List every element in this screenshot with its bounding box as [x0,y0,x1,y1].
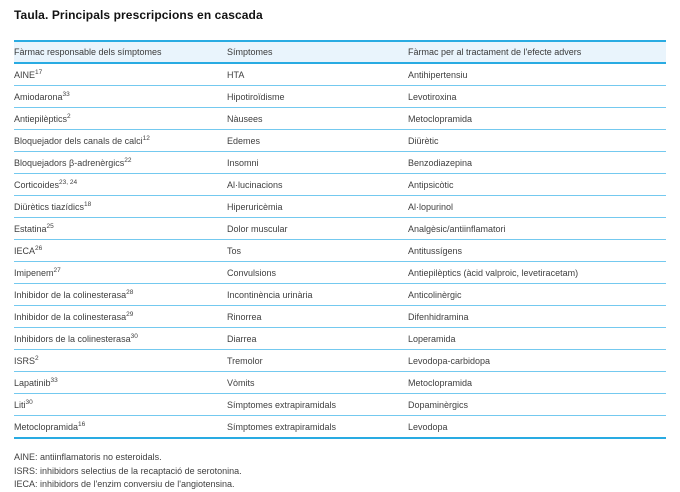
drug-name: AINE [14,70,36,80]
table-row [14,196,666,218]
drug-cell [14,240,227,262]
table-row [14,416,666,439]
table-header [14,41,666,63]
drug-name: Corticoides [14,180,60,190]
drug-name: Antiepilèptics [14,114,68,124]
table-row [14,328,666,350]
symptom-cell: Tos [227,240,408,262]
drug-name: Bloquejadors β-adrenèrgics [14,158,125,168]
column-header-treatment: Fàrmac per al tractament de l'efecte advers [408,41,666,63]
symptom-cell: HTA [227,63,408,86]
table-row [14,394,666,416]
treatment-cell: Levotiroxina [408,86,666,108]
treatment-cell: Difenhidramina [408,306,666,328]
symptom-cell: Dolor muscular [227,218,408,240]
treatment-cell: Levodopa-carbidopa [408,350,666,372]
treatment-cell: Anticolinèrgic [408,284,666,306]
symptom-cell: Símptomes extrapiramidals [227,416,408,439]
treatment-cell: Antitussígens [408,240,666,262]
drug-cell [14,174,227,196]
treatment-cell: Al·lopurinol [408,196,666,218]
drug-name: Inhibidor de la colinesterasa [14,312,127,322]
column-header-symptom: Símptomes [227,41,408,63]
table-body [14,63,666,438]
drug-cell [14,218,227,240]
drug-cell [14,108,227,130]
reference-superscript: 25 [46,223,54,230]
table-row [14,63,666,86]
drug-cell [14,372,227,394]
treatment-cell: Diürètic [408,130,666,152]
table-row [14,218,666,240]
symptom-cell: Hiperuricèmia [227,196,408,218]
table-header-row [14,41,666,63]
reference-superscript: 23, 24 [59,179,78,186]
drug-cell [14,394,227,416]
drug-name: Inhibidors de la colinesterasa [14,334,131,344]
footnote-line: IECA: inhibidors de l'enzim conversiu de l'angiotensina. [14,479,235,489]
treatment-cell: Dopaminèrgics [408,394,666,416]
reference-superscript: 2 [35,355,39,362]
drug-cell [14,152,227,174]
reference-superscript: 28 [126,289,134,296]
table-row [14,86,666,108]
treatment-cell: Benzodiazepina [408,152,666,174]
reference-superscript: 33 [62,91,70,98]
reference-superscript: 26 [35,245,43,252]
table-row [14,372,666,394]
table-row [14,284,666,306]
reference-superscript: 29 [126,311,134,318]
treatment-cell: Analgèsic/antiinflamatori [408,218,666,240]
symptom-cell: Al·lucinacions [227,174,408,196]
drug-name: Estatina [14,224,47,234]
treatment-cell: Antiepilèptics (àcid valproic, levetiracetam) [408,262,666,284]
symptom-cell: Nàusees [227,108,408,130]
treatment-cell: Metoclopramida [408,372,666,394]
symptom-cell: Hipotiroïdisme [227,86,408,108]
drug-name: Metoclopramida [14,422,79,432]
reference-superscript: 12 [142,135,150,142]
table-row [14,240,666,262]
footnotes [14,451,666,492]
prescriptions-table [14,40,666,439]
drug-name: Diürètics tiazídics [14,202,85,212]
reference-superscript: 16 [78,421,86,428]
table-row [14,350,666,372]
drug-name: Inhibidor de la colinesterasa [14,290,127,300]
table-row [14,174,666,196]
table-row [14,262,666,284]
table-row [14,130,666,152]
drug-cell [14,284,227,306]
table-title: Taula. Principals prescripcions en cascada [14,8,263,22]
reference-superscript: 30 [130,333,138,340]
symptom-cell: Incontinència urinària [227,284,408,306]
symptom-cell: Edemes [227,130,408,152]
drug-name: Lapatinib [14,378,51,388]
symptom-cell: Insomni [227,152,408,174]
reference-superscript: 2 [67,113,71,120]
treatment-cell: Levodopa [408,416,666,439]
drug-cell [14,306,227,328]
drug-cell [14,350,227,372]
drug-name: IECA [14,246,36,256]
reference-superscript: 33 [50,377,58,384]
table-row [14,108,666,130]
treatment-cell: Antipsicòtic [408,174,666,196]
footnote-line: ISRS: inhibidors selectius de la recaptació de serotonina. [14,465,242,476]
reference-superscript: 30 [25,399,33,406]
drug-name: Amiodarona [14,92,63,102]
drug-cell [14,328,227,350]
reference-superscript: 22 [124,157,132,164]
drug-name: Liti [14,400,26,410]
table-row [14,152,666,174]
column-header-drug: Fàrmac responsable dels símptomes [14,41,227,63]
drug-cell [14,86,227,108]
treatment-cell: Antihipertensiu [408,63,666,86]
reference-superscript: 18 [84,201,92,208]
drug-cell [14,63,227,86]
symptom-cell: Vòmits [227,372,408,394]
reference-superscript: 27 [53,267,61,274]
table-row [14,306,666,328]
footnote-line: AINE: antiinflamatoris no esteroidals. [14,452,162,462]
drug-name: ISRS [14,356,36,366]
drug-cell [14,262,227,284]
symptom-cell: Símptomes extrapiramidals [227,394,408,416]
symptom-cell: Diarrea [227,328,408,350]
reference-superscript: 17 [35,69,43,76]
symptom-cell: Rinorrea [227,306,408,328]
drug-cell [14,196,227,218]
drug-cell [14,416,227,439]
drug-cell [14,130,227,152]
symptom-cell: Convulsions [227,262,408,284]
treatment-cell: Loperamida [408,328,666,350]
drug-name: Imipenem [14,268,54,278]
treatment-cell: Metoclopramida [408,108,666,130]
drug-name: Bloquejador dels canals de calci [14,136,143,146]
symptom-cell: Tremolor [227,350,408,372]
